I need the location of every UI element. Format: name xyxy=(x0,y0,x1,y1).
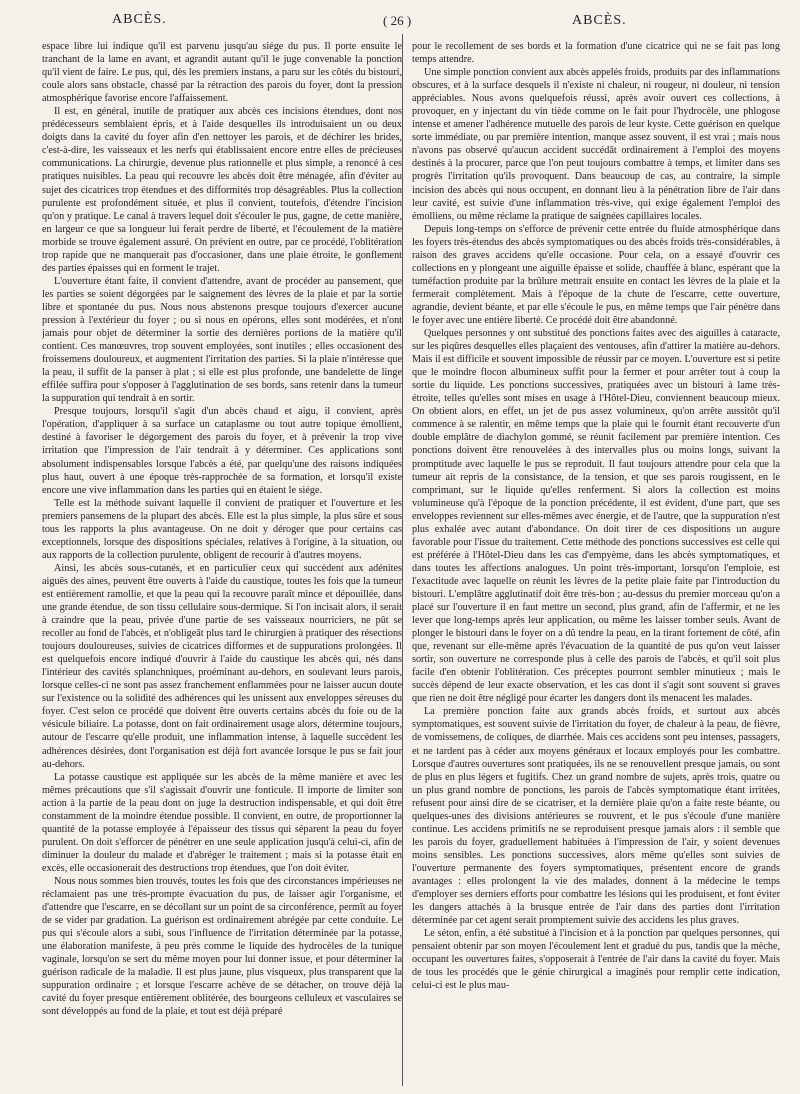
paragraph: La première ponction faite aux grands abcès froids, et surtout aux abcès symptomatiques, est souvent suivie de l'irritation du foyer, de chaleur à la peau, de fièvre, de vomissemens, de coliques, de diarrhée. Mais ces accidens sont peu intenses, passagers, et ne tardent pas à céder aux moyens généraux et locaux employés pour les combattre. Lorsque d'autres ouvertures sont pratiquées, ils ne se renouvellent presque jamais, ou sont de plus en plus légers et fugitifs. Chez un grand nombre de sujets, après trois, quatre ou un plus grand nombre de ponctions, les parois de l'abcès symptomatique étant irritées, refusent pour ainsi dire de se cicatriser, et la dernière plaie qu'on a faite reste béante, ou quelques-unes des divisions antérieures se rouvrent, et le pus s'écoule d'une manière continue. Les accidens primitifs ne se reproduisent presque jamais alors : il semble que les parois du foyer, graduellement habituées à l'impression de l'air, y soient devenues moins sensibles. Les ponctions successives, alors même qu'elles sont suivies de l'ouverture permanente des foyers symptomatiques, présentent encore de grands avantages : elles prolongent la vie des malades, donnent à la médecine le temps d'employer ses derniers efforts pour combattre les lésions qui les produisent, et font éviter les dangers attachés à la brusque entrée de l'air dans des parties dont l'irritation déterminée par cet agent serait promptement suivie des accidens les plus graves. xyxy=(412,706,780,927)
right-column xyxy=(412,40,780,1086)
paragraph: Nous nous sommes bien trouvés, toutes les fois que des circonstances impérieuses ne réclamaient pas une très-prompte évacuation du pus, de laisser agir l'organisme, et d'attendre que l'escarre, en se décollant sur un point de sa circonférence, permît au foyer de se vider par gradation. La guérison est ordinairement abrégée par cette conduite. Le pus qui s'écoule alors a subi, sous l'influence de l'irritation déterminée par la potasse, une élaboration manifeste, à peu près comme le liquide des hydrocèles de la tunique vaginale, lorsqu'on se sert du même moyen pour lui donner issue, et pour déterminer la guérison radicale de la maladie. Il est plus jaune, plus visqueux, plus transparent que la suppuration ordinaire ; et lorsque l'escarre achève de se détacher, on trouve déjà la cavité du foyer presque entièrement oblitérée, des bourgeons celluleux et vasculaires se sont développés au fond de la plaie, et tout est déjà préparé xyxy=(42,876,402,1018)
paragraph: La potasse caustique est appliquée sur les abcès de la même manière et avec les mêmes précautions que s'il s'agissait d'ouvrir une fonticule. Il importe de limiter son action à la partie de la peau dont on juge la destruction indispensable, et qui doit être constamment de la moindre étendue possible. Il convient, en outre, de proportionner la quantité de la potasse employée à l'épaisseur des tissus qui séparent la peau du foyer purulent. On doit s'efforcer de pénétrer en une seule application jusqu'à celui-ci, afin de diminuer la douleur du malade et d'abréger le traitement ; mais si la potasse était en excès, elle occasionerait des destructions trop étendues, que l'on doit éviter. xyxy=(42,771,402,874)
paragraph: Quelques personnes y ont substitué des ponctions faites avec des aiguilles à cataracte, sur les piqûres desquelles elles plaçaient des ventouses, afin d'attirer la matière au-dehors. Mais il est difficile et souvent impossible de réussir par ce moyen. L'ouverture est si petite que le moindre flocon albumineux suffit pour la fermer et pour arrêter tout à coup la sortie du liquide. Les ponctions successives, pratiquées avec un bistouri à lame très-étroite, telles qu'elles sont mises en usage à l'Hôtel-Dieu, conviennent beaucoup mieux. On obtient alors, en effet, un jet de pus assez volumineux, qu'on arrête aussitôt qu'il commence à se ralentir, en même temps que la plaie qui le fournit étant recouverte d'un double emplâtre de diachylon gommé, se réunit facilement par première intention. Ces ponctions doivent être renouvelées à des intervalles plus ou moins longs, suivant la promptitude avec laquelle le pus se reproduit. Il faut toujours attendre pour cela que la tumeur ait repris de la consistance, de la tension, et que ses parois rougissent, en le comprimant, sur le liquide qu'elles renferment. Si alors la collection est moins volumineuse qu'à l'époque de la ponction précédente, il est évident, d'une part, que ses enveloppes reviennent sur elles-mêmes avec énergie, et de l'autre, que la suppuration n'est plus exhalée avec autant d'abondance. On doit tirer de ces dispositions un augure favorable pour l'issue du traitement. Cette méthode des ponctions successives est celle qui est préférée à l'Hôtel-Dieu dans les cas d'empyème, dans les abcès symptomatiques, et dans toutes les affections analogues. Un point très-important, lorsqu'on l'emploie, est l'exactitude avec laquelle on réunit les lèvres de la petite plaie faite par l'introduction du bistouri. L'emplâtre agglutinatif doit être très-bon ; au-dessus du premier morceau qu'on a placé sur l'ouverture il en faut mettre un second, plus grand, afin de l'affermir, et ne les lever que long-temps après leur application, ou même les laisser tomber seuls. Avant de plonger le bistouri dans le foyer on a dû tendre la peau, en la tirant fortement de côté, afin que, revenant sur elle-même après l'évacuation de la quantité de pus qu'on veut laisser sortir, son ouverture ne corresponde plus à celle des parois de l'abcès, et qu'il soit plus facile d'en obtenir l'oblitération. Ces préceptes pourront sembler minutieux ; mais le succès dépend de leur exacte observation, et les cas dont il s'agit sont souvent si graves que rien ne doit être négligé pour écarter les dangers dont ils menacent les malades. xyxy=(412,328,780,705)
paragraph: espace libre lui indique qu'il est parvenu jusqu'au siége du pus. Il porte ensuite le tranchant de la lame en avant, et agrandit autant qu'il le juge convenable la ponction qu'il vient de faire. Le pus, qui, dès les premiers instans, a paru sur les côtés du bistouri, coule alors sans obstacle, chassé par la rétraction des parois du foyer, dont la pression atmosphérique favorise encore l'affaissement. xyxy=(42,41,402,105)
column-divider xyxy=(402,34,403,1086)
paragraph: Le séton, enfin, a été substitué à l'incision et à la ponction par quelques personnes, qui pensaient obtenir par son moyen l'écoulement lent et gradué du pus, tandis que la mèche, occupant les ouvertures faites, s'opposerait à l'entrée de l'air dans la cavité du foyer. Mais de tous les procédés que le génie chirurgical a imaginés pour remplir cette indication, celui-ci est le plus mau- xyxy=(412,928,780,992)
paragraph: Il est, en général, inutile de pratiquer aux abcès ces incisions étendues, dont nos prédécesseurs semblaient épris, et à l'aide desquelles ils introduisaient un ou deux doigts dans la cavité du foyer afin d'en nettoyer les parois, et de déchirer les brides, c'est-à-dire, les vaisseaux et les nerfs qui établissaient encore entre elles de précieuses communications. La chirurgie, devenue plus rationnelle et plus simple, a renoncé à ces pratiques nuisibles. La peau qui recouvre les abcès doit être ménagée, afin d'éviter au sujet des cicatrices trop étendues et des difformités trop désagréables. Plus la collection purulente est profondément située, et plus il convient, toutefois, d'étendre l'incision qu'on y pratique. Le canal à travers lequel doit s'écouler le pus, gagne, de cette manière, en largeur ce que sa longueur lui ferait perdre de liberté, et l'écoulement de la matière morbide se trouve également assuré. On prévient en outre, par ce procédé, l'oblitération trop rapide que ne manquerait pas d'occasioner, dans une plaie étroite, le gonflement des parties épaisses qui en forment le trajet. xyxy=(42,106,402,274)
paragraph: Ainsi, les abcès sous-cutanés, et en particulier ceux qui succèdent aux adénites aiguës des aines, peuvent être ouverts à l'aide du caustique, toutes les fois que la tumeur est entièrement ramollie, et que la peau qui la recouvre paraît mince et dépouillée, dans une grande étendue, de son tissu cellulaire sous-dermique. Si l'on incisait alors, il serait à craindre que la peau, privée d'une partie de ses vaisseaux nourriciers, ne pût se recoller au fond de l'abcès, et n'obligeât plus tard le chirurgien à pratiquer des résections toujours douloureuses, suivies de cicatrices difformes et de suppurations prolongées. Il est quelquefois encore indiqué d'ouvrir à l'aide du caustique les abcès qui, nés dans l'intérieur des cavités splanchniques, proéminant au-dehors, en soulevant leurs parois, lorsque celles-ci ne sont pas assez franchement enflammées pour ne laisser aucun doute sur l'existence ou la solidité des adhérences qui les unissent aux enveloppes séreuses du foyer. C'est selon ce procédé que doivent être ouverts certains abcès du foie ou de la vésicule biliaire. La potasse, dont on fait ordinairement usage alors, détermine toujours, autour de l'escarre qu'elle produit, une inflammation intense, à laquelle succèdent les adhérences désirées, dont l'organisation est déjà fort avancée lorsque le pus se fait jour au-dehors. xyxy=(42,562,402,770)
paragraph: Telle est la méthode suivant laquelle il convient de pratiquer et l'ouverture et les premiers pansemens de la plupart des abcès. Elle est la plus simple, la plus sûre et sous tous les rapports la plus avantageuse. On ne doit y déroger que pour certains cas exceptionnels, lorsque des dispositions spéciales, relatives à l'origine, à la situation, ou aux rapports de la collection purulente, obligent de recourir à d'autres moyens. xyxy=(42,497,402,561)
running-title-right: ABCÈS. xyxy=(572,13,627,28)
page-number: ( 26 ) xyxy=(383,13,412,28)
paragraph: Depuis long-temps on s'efforce de prévenir cette entrée du fluide atmosphérique dans les foyers très-étendus des abcès symptomatiques ou des abcès froids très-considérables, à raison des graves accidens qu'elle occasione. Pour cela, on a essayé d'ouvrir ces collections en y plongeant une aiguille épaisse et solide, chauffée à blanc, espérant que la tuméfaction produite par la brûlure mettrait ensuite en contact les lèvres de la plaie et la fermerait complètement. Mais à l'époque de la chute de l'escarre, cette ouverture, agrandie, devient béante, et par elle s'écoule le pus, en même temps que l'air pénètre dans le foyer avec une entière liberté. Ce procédé doit être abandonné. xyxy=(412,223,780,326)
running-title-left: ABCÈS. xyxy=(112,12,167,27)
paragraph: Une simple ponction convient aux abcès appelés froids, produits par des inflammations obscures, et à la surface desquels il n'existe ni chaleur, ni rougeur, ni douleur, ni tension appréciables. Nous avons quelquefois réussi, après avoir ouvert ces collections, à provoquer, en y injectant du vin tiède comme on le fait pour l'hydrocèle, une phlogose intense et amener l'adhérence mutuelle des parois de leur kyste. Cette guérison en quelque sorte immédiate, ou par première intention, manque assez souvent, il est vrai ; mais nous n'avons pas observé qu'aucun accident succédât ordinairement à l'emploi des moyens destinés à la procurer, parce que l'on peut toujours combattre à temps, et limiter dans ses progrès l'irritation qu'ils provoquent. Dans beaucoup de cas, au contraire, la simple incision des abcès qui nous occupent, en donnant lieu à la pénétration libre de l'air dans leur cavité, est suivie d'une inflammation très-vive, qui exige également l'emploi des émolliens, ou même réclame la pratique de saignées capillaires locales. xyxy=(412,67,780,222)
paragraph: L'ouverture étant faite, il convient d'attendre, avant de procéder au pansement, que les parties se soient dégorgées par le saignement des lèvres de la plaie et par la sortie libre et spontanée du pus. Nous nous abstenons presque toujours d'exercer aucune pression à l'extérieur du foyer ; ou si nous en opérons, elles sont modérées, et n'ont jamais pour objet de déterminer la sortie des dernières portions de la matière qu'il contient. Ces manœuvres, trop souvent employées, sont inutiles ; elles occasionent des froissemens douloureux, et augmentent l'irritation des parties. Si la plaie n'intéresse que la peau, il suffit de la panser à plat ; si elle est plus profonde, une bandelette de linge effilée suffira pour s'opposer à l'agglutination de ses bords, sans retenir dans la tumeur la suppuration qui tendrait à en sortir. xyxy=(42,275,402,405)
paragraph: Presque toujours, lorsqu'il s'agit d'un abcès chaud et aigu, il convient, après l'opération, d'appliquer à sa surface un cataplasme ou tout autre topique émollient, destiné à favoriser le dégorgement des parois du foyer, et à prévenir la trop vive irritation que l'impression de l'air tendrait à y déterminer. Ces applications sont absolument indispensables lorsque l'abcès a été, par quelqu'une des raisons indiquées plus haut, ouvert à une époque très-rapprochée de sa formation, et lorsqu'il existe encore une vive inflammation dans les parties qui en étaient le siége. xyxy=(42,406,402,496)
running-header xyxy=(0,10,800,34)
left-column xyxy=(42,40,402,1086)
paragraph: pour le recollement de ses bords et la formation d'une cicatrice qui ne se fait pas long temps attendre. xyxy=(412,41,780,66)
